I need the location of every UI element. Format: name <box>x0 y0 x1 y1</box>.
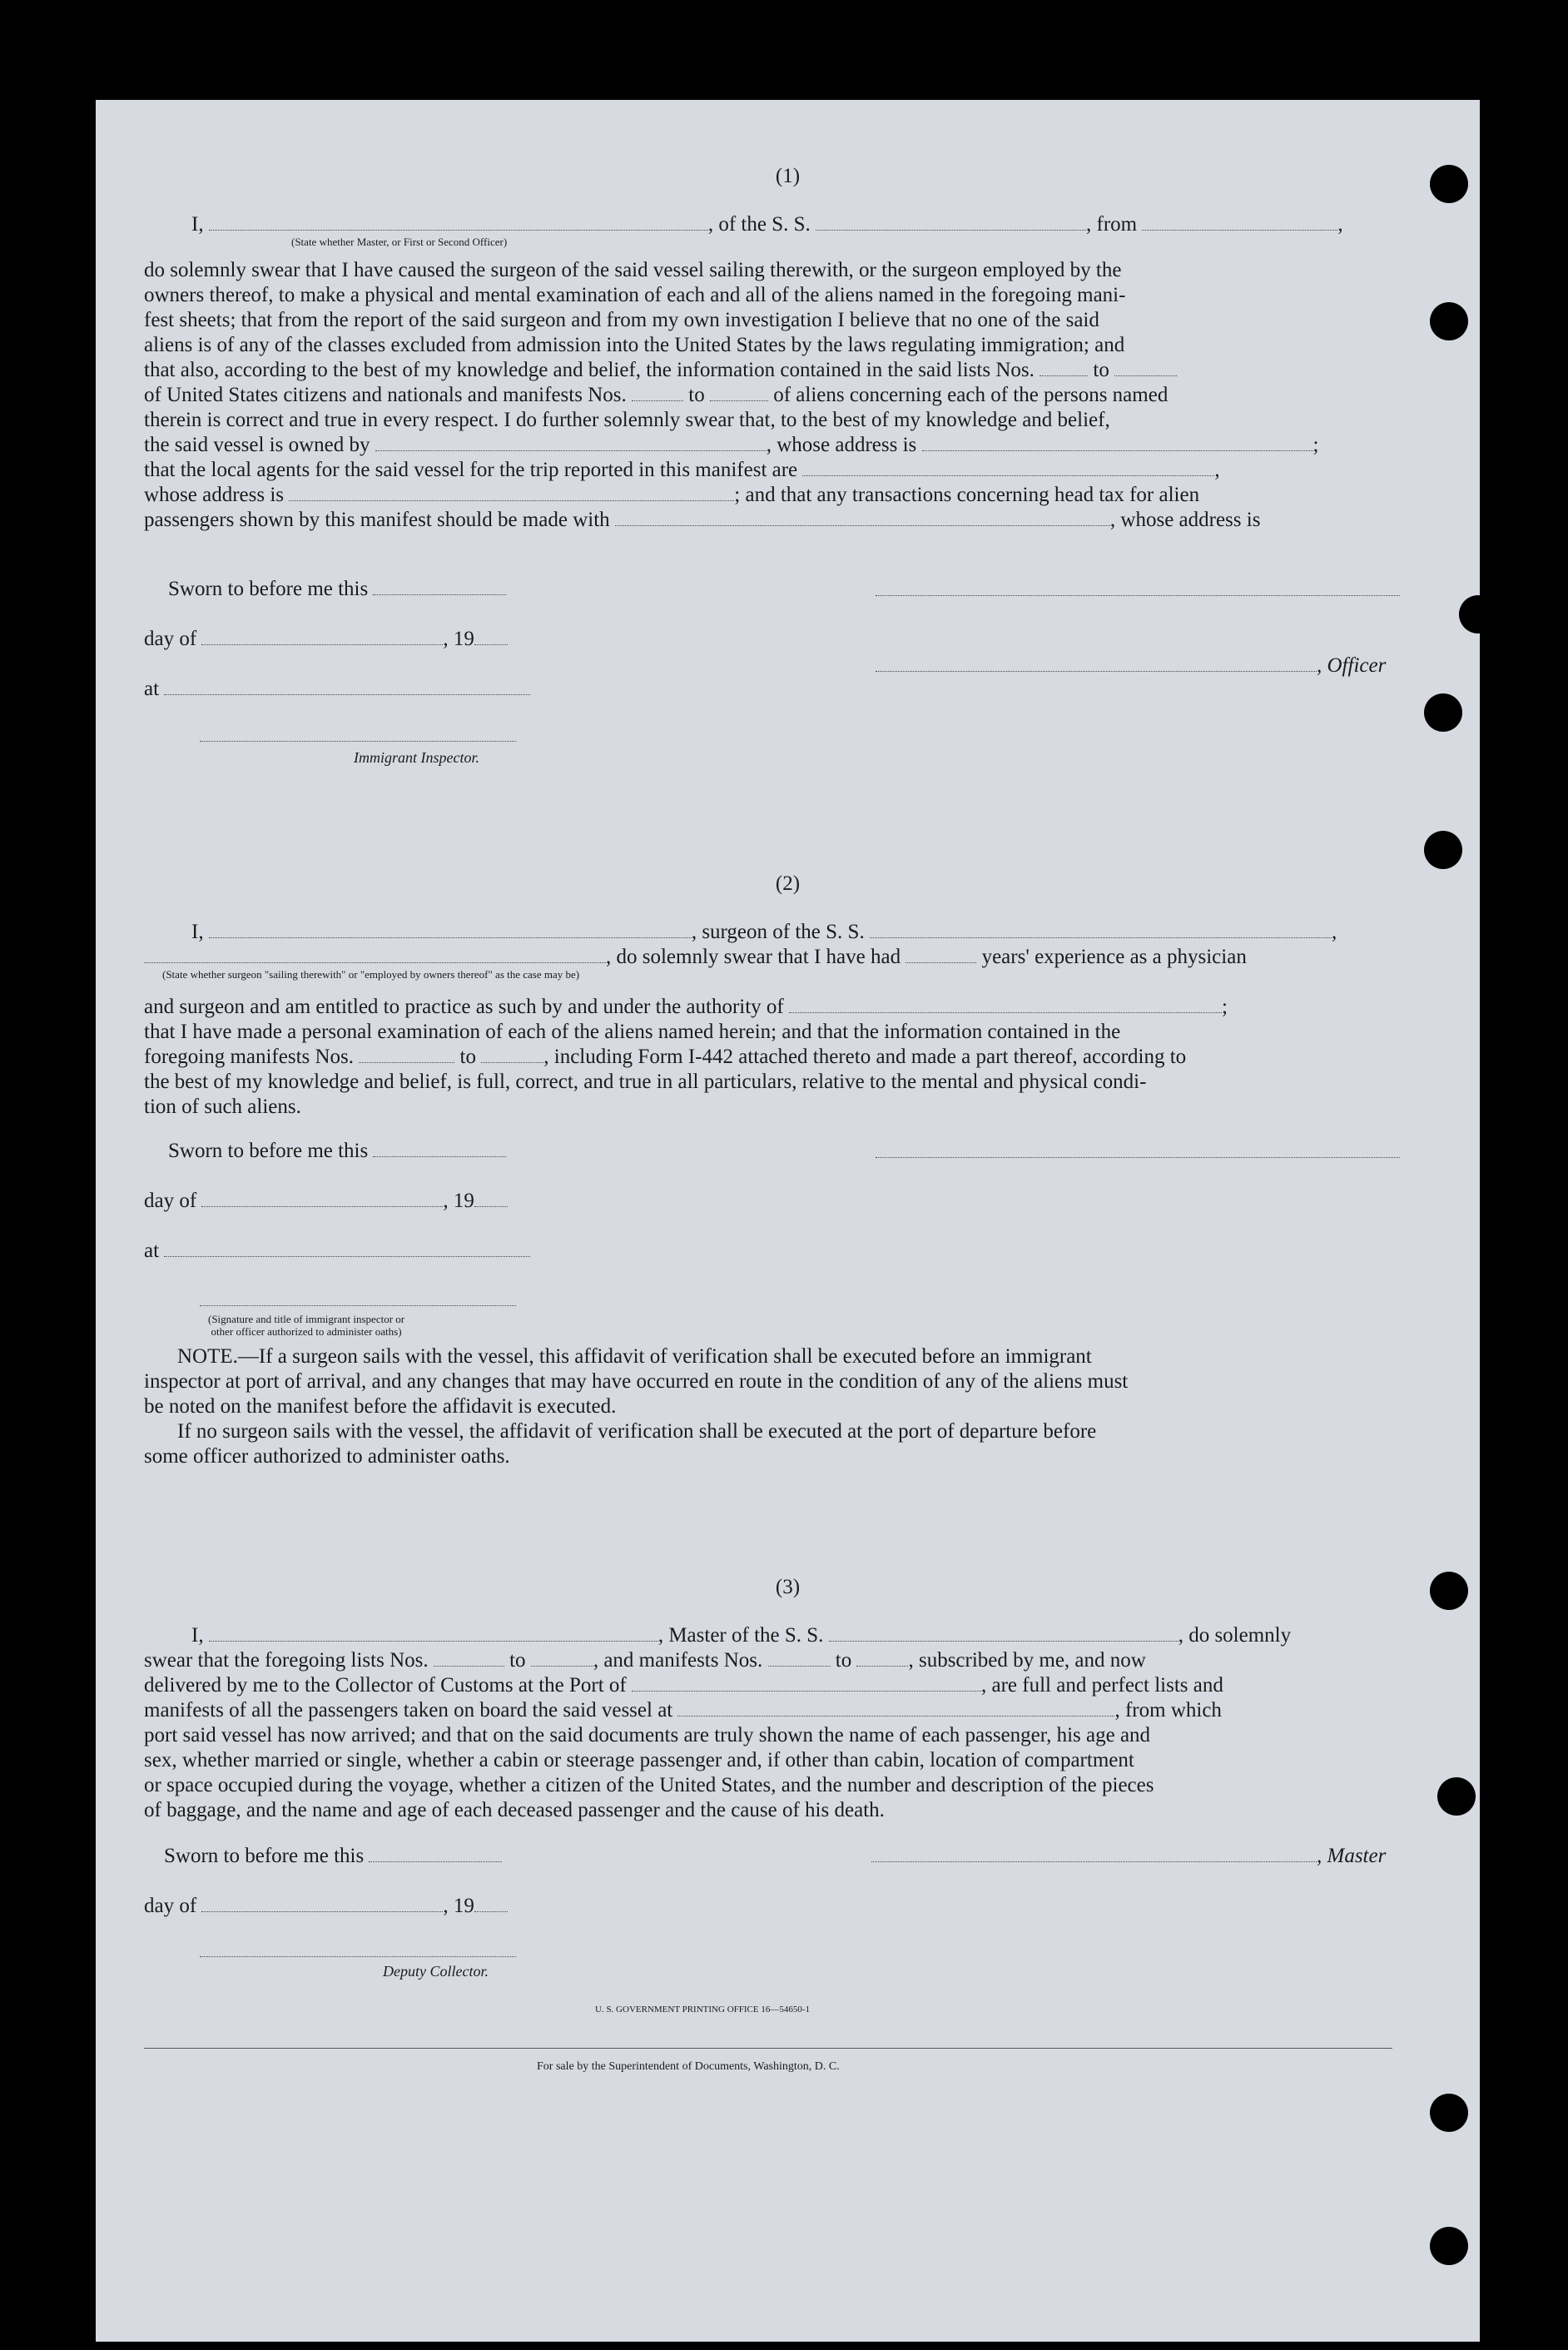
section2-line2: , do solemnly swear that I have had years' experience as a physician <box>144 945 1247 970</box>
punch-hole <box>1424 693 1462 732</box>
note-block: NOTE.—If a surgeon sails with the vessel, this affidavit of verification shall be executed before an immigrant inspector at port of arrival, and any changes that may have occurred en route in the condition of any of the aliens must be noted on the manifest before the affidavit is executed. If no surgeon sails with the vessel, the affidavit of verification shall be executed at the port of departure before some officer authorized to administer oaths. <box>144 1345 1129 1468</box>
section1-line11: passengers shown by this manifest should be made with , whose address is <box>144 509 1261 531</box>
at-line: at <box>144 677 530 702</box>
section1-line7: therein is correct and true in every respect. I do further solemnly swear that, to the best of my knowledge and belief, <box>144 409 1110 431</box>
punch-hole <box>1430 2094 1468 2132</box>
collector-signature-line <box>200 1956 516 1957</box>
form-page <box>96 100 1480 2342</box>
signature-line <box>876 1157 1400 1158</box>
section2-line5: foregoing manifests Nos. to , including Form I-442 attached thereto and made a part thereof, according to <box>144 1046 1187 1068</box>
punch-hole <box>1430 302 1468 340</box>
section1-line10: whose address is ; and that any transactions concerning head tax for alien <box>144 484 1200 506</box>
section-number: (3) <box>775 1576 801 1598</box>
officer-line: , Officer <box>876 653 1386 678</box>
signature-note: (Signature and title of immigrant inspector or other officer authorized to administer oaths) <box>208 1313 405 1338</box>
inspector-label: Immigrant Inspector. <box>354 749 479 766</box>
sworn-line: Sworn to before me this <box>164 1844 502 1869</box>
sworn-line: Sworn to before me this <box>168 577 506 602</box>
day-of-line: day of , 19 <box>144 1894 508 1919</box>
section3-line1: I, , Master of the S. S. , do solemnly <box>191 1624 1292 1647</box>
divider-line <box>144 2048 1392 2049</box>
section3-body: port said vessel has now arrived; and that on the said documents are truly shown the name of each passenger, his age and sex, whether married or single, whether a cabin or steerage passenger and, if other than cabin, location of compartment or space occupied during the voyage, whether a citizen of the United States, and the number and description of the pieces of baggage, and the name and age of each deceased passenger and the cause of his death. <box>144 1724 1154 1821</box>
section2-line7: tion of such aliens. <box>144 1096 301 1118</box>
day-of-line: day of , 19 <box>144 627 508 652</box>
section1-line1: I, , of the S. S. , from , <box>191 213 1343 236</box>
gpo-imprint: U. S. GOVERNMENT PRINTING OFFICE 16—54650-1 <box>595 2005 811 2015</box>
section1-body: do solemnly swear that I have caused the surgeon of the said vessel sailing therewith, or the surgeon employed by the owners thereof, to make a physical and mental examination of each and all of the aliens named in the foregoing mani- fest sheets; that from the report of the said surgeon and from my own investigation I believe that no one of the said aliens is of any of the classes excluded from admission into the United States by the laws regulating immigration; and <box>144 259 1126 356</box>
section2-line1: I, , surgeon of the S. S. , <box>191 921 1337 943</box>
punch-hole <box>1430 2227 1468 2265</box>
section2-line3: and surgeon and am entitled to practice as such by and under the authority of ; <box>144 996 1228 1018</box>
section-number: (1) <box>775 165 801 187</box>
day-of-line: day of , 19 <box>144 1189 508 1214</box>
section2-line6: the best of my knowledge and belief, is full, correct, and true in all particulars, relative to the mental and physical condi- <box>144 1071 1147 1093</box>
section1-line5: that also, according to the best of my knowledge and belief, the information contained in the said lists Nos. to <box>144 358 1177 383</box>
surgeon-note: (State whether surgeon "sailing therewith" or "employed by owners thereof" as the case may be) <box>162 968 580 981</box>
sale-note: For sale by the Superintendent of Documents, Washington, D. C. <box>537 2060 840 2073</box>
section1-line6: of United States citizens and nationals and manifests Nos. to of aliens concerning each of the persons named <box>144 384 1169 406</box>
sworn-line: Sworn to before me this <box>168 1139 506 1164</box>
section3-line3: delivered by me to the Collector of Customs at the Port of , are full and perfect lists and <box>144 1674 1223 1697</box>
master-line: , Master <box>871 1844 1386 1869</box>
section-number: (2) <box>775 872 801 895</box>
section3-line2: swear that the foregoing lists Nos. to , and manifests Nos. to , subscribed by me, and now <box>144 1649 1146 1672</box>
inspector-signature-line <box>200 741 516 742</box>
inspector-signature-line <box>200 1305 516 1306</box>
collector-label: Deputy Collector. <box>383 1963 489 1980</box>
punch-hole <box>1424 831 1462 869</box>
at-line: at <box>144 1239 530 1264</box>
signature-line <box>876 595 1400 596</box>
officer-note: (State whether Master, or First or Second Officer) <box>291 236 508 248</box>
punch-hole <box>1459 595 1497 633</box>
section1-line8: the said vessel is owned by , whose address is ; <box>144 434 1319 456</box>
section1-line9: that the local agents for the said vessel for the trip reported in this manifest are , <box>144 459 1220 481</box>
section2-line4: that I have made a personal examination of each of the aliens named herein; and that the information contained in the <box>144 1021 1121 1043</box>
section3-line4: manifests of all the passengers taken on board the said vessel at , from which <box>144 1699 1222 1722</box>
punch-hole <box>1437 1777 1476 1816</box>
